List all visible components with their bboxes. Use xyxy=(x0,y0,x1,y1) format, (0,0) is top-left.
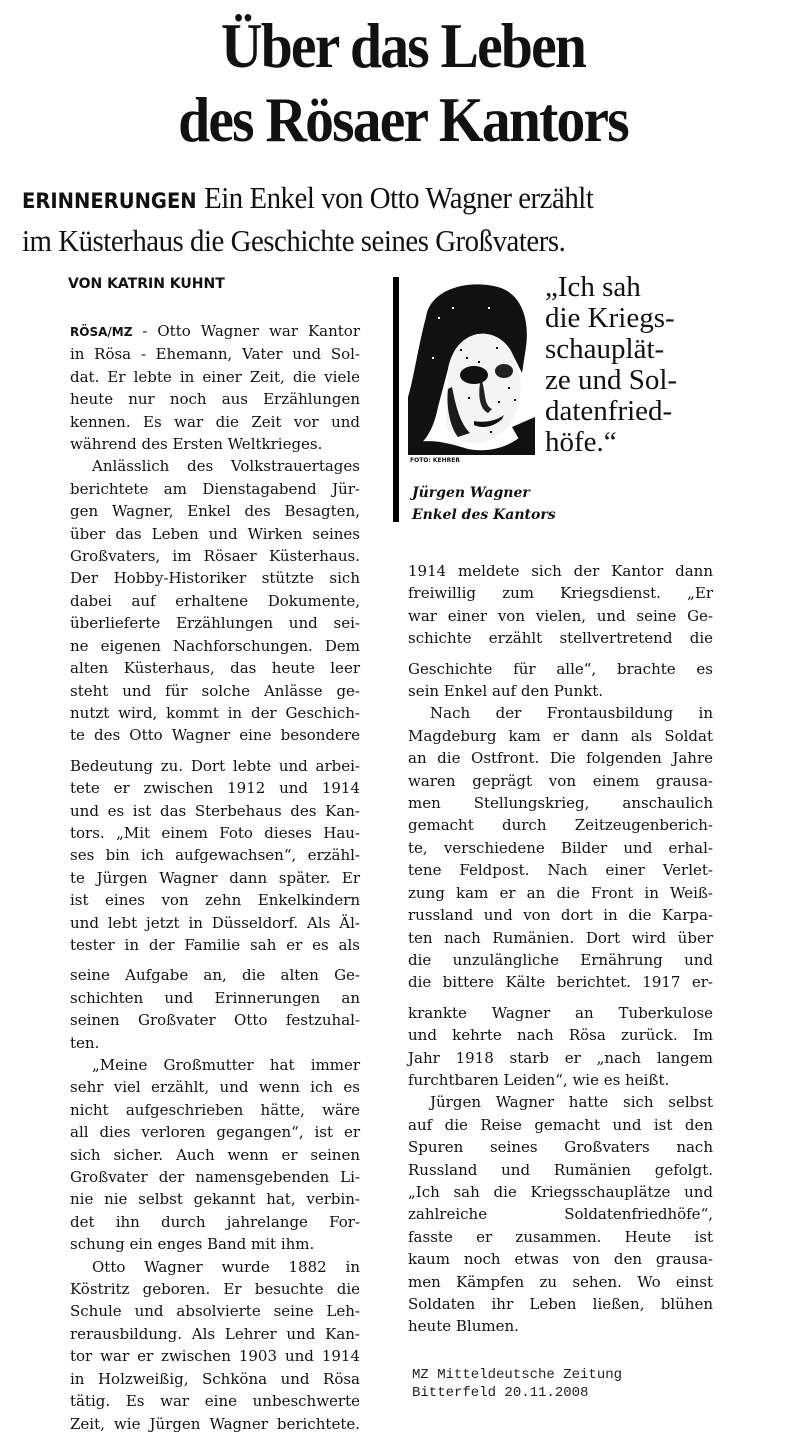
text-line: die unzulängliche Ernährung und xyxy=(408,950,713,969)
pull-quote-line: datenfried- xyxy=(545,395,673,427)
text-line: Großvaters, im Rösaer Küsterhaus. xyxy=(70,547,360,566)
pull-quote-line: höfe.“ xyxy=(545,426,617,458)
text-line: tester in der Familie sah er es als xyxy=(70,935,360,954)
text-line: alten Küsterhaus, das heute leer xyxy=(70,659,360,678)
text-line: über das Leben und Wirken seines xyxy=(70,524,360,543)
text-line: berichtete am Dienstagabend Jür- xyxy=(70,479,360,498)
text-line: freiwillig zum Kriegsdienst. „Er xyxy=(408,584,713,603)
text-line: Der Hobby-Historiker stützte sich xyxy=(70,569,360,588)
attribution-name: Jürgen Wagner xyxy=(412,485,530,501)
pull-quote-line: ze und Sol- xyxy=(545,364,678,396)
subhead-line-2: im Küsterhaus die Geschichte seines Großvaters. xyxy=(22,223,566,258)
text-line: furchtbaren Leiden“, wie es heißt. xyxy=(408,1070,670,1089)
kicker-label: ERINNERUNGEN xyxy=(22,189,197,213)
text-line: an die Ostfront. Die folgenden Jahre xyxy=(408,749,713,768)
text-line: tete er zwischen 1912 und 1914 xyxy=(70,779,360,798)
text-line: dat. Er lebte in einer Zeit, die viele xyxy=(70,367,360,386)
quote-rule xyxy=(393,277,399,522)
text-line: Geschichte für alle“, brachte es xyxy=(408,659,713,678)
text-line: und kehrte nach Rösa zurück. Im xyxy=(408,1026,713,1045)
text-line: Köstritz geboren. Er besuchte die xyxy=(70,1280,360,1299)
text-line-start: - Otto Wagner war Kantor xyxy=(132,322,360,340)
text-line: ne eigenen Nachforschungen. Dem xyxy=(70,636,360,655)
text-line: seine Aufgabe an, die alten Ge- xyxy=(70,966,360,985)
text-line: te des Otto Wagner eine besondere xyxy=(70,726,360,745)
article-column-left xyxy=(70,320,360,1435)
pull-quote-line: die Kriegs- xyxy=(545,302,675,334)
text-line: kaum noch etwas von den grausa- xyxy=(408,1250,713,1269)
headline-line-2: des Rösaer Kantors xyxy=(178,84,628,155)
text-line: Magdeburg kam er dann als Soldat xyxy=(408,726,713,745)
text-line: und es ist das Sterbehaus des Kan- xyxy=(70,801,360,820)
text-line: schichte erzählt stellvertretend die xyxy=(408,629,713,648)
text-line: tene Feldpost. Nach einer Verlet- xyxy=(408,861,713,880)
text-line: Spuren seines Großvaters nach xyxy=(408,1138,713,1157)
text-line: die bittere Kälte berichtet. 1917 er- xyxy=(408,973,713,992)
text-line: war einer von vielen, und seine Ge- xyxy=(408,606,713,625)
pull-quote-line: „Ich sah xyxy=(545,271,641,303)
text-line: sich sicher. Auch wenn er seinen xyxy=(70,1145,360,1164)
text-line: dabei auf erhaltene Dokumente, xyxy=(70,591,360,610)
text-line: Otto Wagner wurde 1882 in xyxy=(92,1257,360,1276)
text-line: rerausbildung. Als Lehrer und Kan- xyxy=(70,1324,360,1343)
subhead-text-1: Ein Enkel von Otto Wagner erzählt xyxy=(204,180,594,215)
text-line: Jürgen Wagner hatte sich selbst xyxy=(430,1093,713,1112)
text-line: auf die Reise gemacht und ist den xyxy=(408,1115,713,1134)
subhead-line-1 xyxy=(22,178,747,221)
text-line: „Ich sah die Kriegsschauplätze und xyxy=(408,1182,713,1201)
text-line: Soldaten ihr Leben ließen, blühen xyxy=(408,1295,713,1313)
text-line: Anlässlich des Volkstrauertages xyxy=(92,457,360,476)
portrait-photo-icon xyxy=(408,277,535,455)
text-line: in Holzweißig, Schköna und Rösa xyxy=(70,1369,360,1388)
text-line: Zeit, wie Jürgen Wagner berichtete. xyxy=(70,1414,360,1433)
text-line: ten nach Rumänien. Dort wird über xyxy=(408,928,713,947)
text-line: nicht aufgeschrieben hätte, wäre xyxy=(70,1100,360,1119)
source-publication: MZ Mitteldeutsche Zeitung xyxy=(412,1367,623,1383)
text-line: tätig. Es war eine unbeschwerte xyxy=(70,1392,360,1411)
pull-quote-line: schauplät- xyxy=(545,333,665,365)
text-line: seinen Großvater Otto festzuhal- xyxy=(70,1011,360,1030)
text-line: in Rösa - Ehemann, Vater und Sol- xyxy=(70,345,360,364)
text-line: Großvater der namensgebenden Li- xyxy=(70,1168,360,1187)
text-line: krankte Wagner an Tuberkulose xyxy=(408,1003,713,1022)
headline-line-1: Über das Leben xyxy=(220,10,586,81)
text-line: ses bin ich aufgewachsen“, erzähl- xyxy=(70,846,360,865)
text-line: gemacht durch Zeitzeugenberich- xyxy=(408,816,713,835)
text-line: tors. „Mit einem Foto dieses Hau- xyxy=(70,823,360,842)
text-line: det ihn durch jahrelange For- xyxy=(70,1212,360,1231)
photo-credit: FOTO: KEHRER xyxy=(410,457,460,464)
text-line xyxy=(70,320,360,343)
text-line: Nach der Frontausbildung in xyxy=(430,704,713,723)
text-line: Russland und Rumänien gefolgt. xyxy=(408,1160,713,1179)
text-line: steht und für solche Anlässe ge- xyxy=(70,681,360,700)
dateline: RÖSA/MZ xyxy=(70,325,133,339)
text-line: sein Enkel auf den Punkt. xyxy=(408,682,604,701)
text-line: fasste er zusammen. Heute ist xyxy=(408,1227,713,1246)
text-line: gen Wagner, Enkel des Besagten, xyxy=(70,502,360,521)
attribution-role: Enkel des Kantors xyxy=(412,507,556,523)
text-line: überlieferte Erzählungen und sei- xyxy=(70,614,360,633)
text-line: sehr viel erzählt, und wenn ich es xyxy=(70,1078,360,1097)
text-line: schichten und Erinnerungen an xyxy=(70,988,360,1007)
article-column-right xyxy=(408,560,713,1338)
text-line: russland und von dort in die Karpa- xyxy=(408,906,713,925)
quote-attribution xyxy=(412,482,556,526)
byline: VON KATRIN KUHNT xyxy=(68,276,225,292)
text-line: men Kämpfen zu sehen. Wo einst xyxy=(408,1272,713,1291)
text-line: heute Blumen. xyxy=(408,1317,519,1336)
text-line: 1914 meldete sich der Kantor dann xyxy=(408,562,713,580)
text-line: kennen. Es war die Zeit vor und xyxy=(70,412,360,431)
source-place-date: Bitterfeld 20.11.2008 xyxy=(412,1385,589,1401)
text-line: waren geprägt von einem grausa- xyxy=(408,771,713,790)
text-line: men Stellungskrieg, anschaulich xyxy=(408,794,713,813)
text-line: heute nur noch aus Erzählungen xyxy=(70,390,360,409)
text-line: zung kam er an die Front in Weiß- xyxy=(408,883,713,902)
text-line: ist eines von zehn Enkelkindern xyxy=(70,891,360,910)
text-line: all dies verloren gegangen“, ist er xyxy=(70,1123,360,1142)
text-line: tor war er zwischen 1903 und 1914 xyxy=(70,1347,360,1366)
text-line: te, verschiedene Bilder und erhal- xyxy=(408,838,713,857)
text-line: Schule und absolvierte seine Leh- xyxy=(70,1302,360,1321)
text-line: schung ein enges Band mit ihm. xyxy=(70,1235,315,1254)
text-line: Jahr 1918 starb er „nach langem xyxy=(408,1048,713,1067)
text-line: te Jürgen Wagner dann später. Er xyxy=(70,868,360,887)
text-line: ten. xyxy=(70,1033,100,1052)
text-line: Bedeutung zu. Dort lebte und arbei- xyxy=(70,756,360,775)
text-line: „Meine Großmutter hat immer xyxy=(92,1056,360,1074)
text-line: während des Ersten Weltkrieges. xyxy=(70,435,323,454)
text-line: zahlreiche Soldatenfriedhöfe“, xyxy=(408,1205,713,1224)
text-line: nutzt wird, kommt in der Geschich- xyxy=(70,703,360,722)
text-line: nie nie selbst gekannt hat, verbin- xyxy=(70,1190,360,1209)
text-line: und lebt jetzt in Düsseldorf. Als Äl- xyxy=(70,913,360,932)
subheadline xyxy=(22,178,802,261)
pull-quote xyxy=(545,272,715,458)
source-note xyxy=(412,1366,622,1402)
